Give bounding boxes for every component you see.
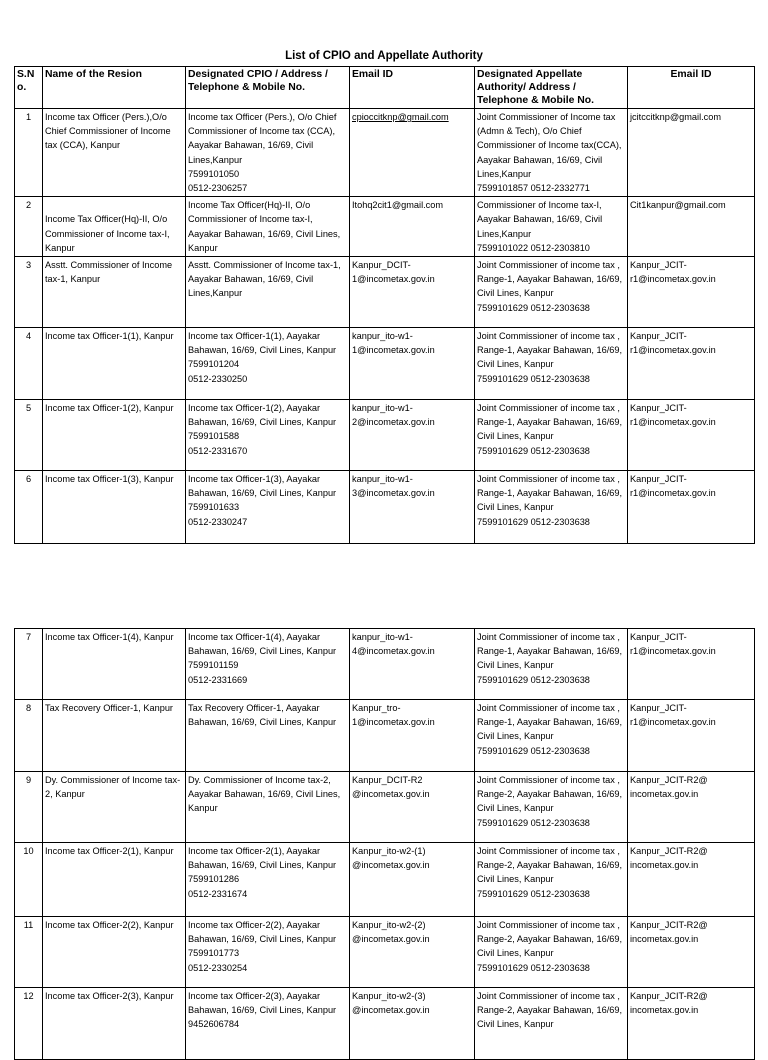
cell-cpio-email[interactable]: kanpur_ito-w1-1@incometax.gov.in (350, 328, 475, 400)
cell-cpio-email[interactable]: kanpur_ito-w1-3@incometax.gov.in (350, 471, 475, 544)
cell-cpio-details: Income tax Officer-1(4), Aayakar Bahawan, 16/69, Civil Lines, Kanpur 7599101159 0512-2331669 (186, 629, 350, 700)
cell-appellate-email[interactable]: Kanpur_JCIT-R2@ incometax.gov.in (628, 988, 755, 1060)
table-row (15, 257, 755, 328)
cell-sn: 1 (15, 109, 43, 197)
cell-region-name: Income Tax Officer(Hq)-II, O/o Commissioner of Income tax-I, Kanpur (43, 197, 186, 257)
cell-appellate-details: Joint Commissioner of income tax , Range-1, Aayakar Bahawan, 16/69, Civil Lines, Kanpur 7599101629 0512-2303638 (475, 700, 628, 772)
cell-cpio-details: Tax Recovery Officer-1, Aayakar Bahawan, 16/69, Civil Lines, Kanpur (186, 700, 350, 772)
cell-cpio-email[interactable]: Kanpur_DCIT-1@incometax.gov.in (350, 257, 475, 328)
cell-cpio-email[interactable]: kanpur_ito-w1-4@incometax.gov.in (350, 629, 475, 700)
table-row (15, 197, 755, 257)
cell-appellate-details: Joint Commissioner of income tax , Range-2, Aayakar Bahawan, 16/69, Civil Lines, Kanpur 7599101629 0512-2303638 (475, 772, 628, 843)
header-appellate-email: Email ID (628, 67, 755, 109)
cell-appellate-email[interactable]: jcitccitknp@gmail.com (628, 109, 755, 197)
cell-region-name: Income tax Officer-1(2), Kanpur (43, 400, 186, 471)
cell-cpio-details: Income Tax Officer(Hq)-II, O/o Commissioner of Income tax-I, Aayakar Bahawan, 16/69, Civil Lines, Kanpur (186, 197, 350, 257)
cell-region-name: Income tax Officer-1(4), Kanpur (43, 629, 186, 700)
cell-cpio-details: Dy. Commissioner of Income tax-2, Aayakar Bahawan, 16/69, Civil Lines, Kanpur (186, 772, 350, 843)
cell-region-name: Income tax Officer-2(2), Kanpur (43, 917, 186, 988)
table-row (15, 109, 755, 197)
header-name: Name of the Resion (43, 67, 186, 109)
cell-appellate-email[interactable]: Kanpur_JCIT-r1@incometax.gov.in (628, 257, 755, 328)
cell-sn: 3 (15, 257, 43, 328)
cell-cpio-email[interactable]: cpioccitknp@gmail.com (350, 109, 475, 197)
table-row (15, 700, 755, 772)
table-header-row (15, 67, 755, 109)
cell-region-name: Income tax Officer-1(3), Kanpur (43, 471, 186, 544)
cell-cpio-email[interactable]: Kanpur_DCIT-R2 @incometax.gov.in (350, 772, 475, 843)
cell-cpio-email[interactable]: Kanpur_ito-w2-(2) @incometax.gov.in (350, 917, 475, 988)
cell-cpio-email[interactable]: Itohq2cit1@gmail.com (350, 197, 475, 257)
cell-cpio-email[interactable]: Kanpur_ito-w2-(1) @incometax.gov.in (350, 843, 475, 917)
cell-appellate-email[interactable]: Kanpur_JCIT-r1@incometax.gov.in (628, 471, 755, 544)
cpio-table-part-2 (14, 628, 755, 1060)
cell-cpio-details: Income tax Officer-2(2), Aayakar Bahawan, 16/69, Civil Lines, Kanpur 7599101773 0512-2330254 (186, 917, 350, 988)
cell-cpio-details: Income tax Officer-1(1), Aayakar Bahawan, 16/69, Civil Lines, Kanpur 7599101204 0512-2330250 (186, 328, 350, 400)
cell-sn: 4 (15, 328, 43, 400)
table-row (15, 629, 755, 700)
cell-cpio-email[interactable]: Kanpur_ito-w2-(3) @incometax.gov.in (350, 988, 475, 1060)
cell-cpio-details: Income tax Officer-2(1), Aayakar Bahawan, 16/69, Civil Lines, Kanpur 7599101286 0512-2331674 (186, 843, 350, 917)
cell-sn: 6 (15, 471, 43, 544)
cell-sn: 10 (15, 843, 43, 917)
cell-sn: 2 (15, 197, 43, 257)
cell-appellate-details: Joint Commissioner of income tax , Range-2, Aayakar Bahawan, 16/69, Civil Lines, Kanpur 7599101629 0512-2303638 (475, 917, 628, 988)
cell-appellate-details: Joint Commissioner of Income tax (Admn & Tech), O/o Chief Commissioner of Income tax(CCA), Aayakar Bahawan, 16/69, Civil Lines,Kanpur 7599101857 0512-2332771 (475, 109, 628, 197)
cell-appellate-details: Joint Commissioner of income tax , Range-2, Aayakar Bahawan, 16/69, Civil Lines, Kanpur 7599101629 0512-2303638 (475, 843, 628, 917)
cell-appellate-email[interactable]: Kanpur_JCIT-r1@incometax.gov.in (628, 400, 755, 471)
cell-region-name: Income tax Officer-2(1), Kanpur (43, 843, 186, 917)
cell-appellate-details: Joint Commissioner of income tax , Range-1, Aayakar Bahawan, 16/69, Civil Lines, Kanpur 7599101629 0512-2303638 (475, 471, 628, 544)
cell-region-name: Income tax Officer-1(1), Kanpur (43, 328, 186, 400)
cell-sn: 5 (15, 400, 43, 471)
document-title: List of CPIO and Appellate Authority (285, 50, 483, 62)
table-row (15, 328, 755, 400)
cell-cpio-details: Income tax Officer (Pers.), O/o Chief Commissioner of Income tax (CCA), Aayakar Bahawan, 16/69, Civil Lines,Kanpur 7599101050 0512-2306257 (186, 109, 350, 197)
cell-appellate-details: Joint Commissioner of income tax , Range-2, Aayakar Bahawan, 16/69, Civil Lines, Kanpur (475, 988, 628, 1060)
header-appellate: Designated Appellate Authority/ Address / Telephone & Mobile No. (475, 67, 628, 109)
cell-cpio-details: Income tax Officer-2(3), Aayakar Bahawan, 16/69, Civil Lines, Kanpur 9452606784 (186, 988, 350, 1060)
cell-appellate-email[interactable]: Kanpur_JCIT-R2@ incometax.gov.in (628, 917, 755, 988)
header-sn: S.N o. (15, 67, 43, 109)
cell-appellate-email[interactable]: Kanpur_JCIT-r1@incometax.gov.in (628, 700, 755, 772)
cell-appellate-email[interactable]: Kanpur_JCIT-r1@incometax.gov.in (628, 328, 755, 400)
cell-appellate-details: Joint Commissioner of income tax , Range-1, Aayakar Bahawan, 16/69, Civil Lines, Kanpur 7599101629 0512-2303638 (475, 257, 628, 328)
cell-appellate-details: Joint Commissioner of income tax , Range-1, Aayakar Bahawan, 16/69, Civil Lines, Kanpur 7599101629 0512-2303638 (475, 400, 628, 471)
table-row (15, 772, 755, 843)
cell-sn: 12 (15, 988, 43, 1060)
cell-cpio-email[interactable]: kanpur_ito-w1-2@incometax.gov.in (350, 400, 475, 471)
cell-appellate-email[interactable]: Kanpur_JCIT-R2@ incometax.gov.in (628, 843, 755, 917)
header-email: Email ID (350, 67, 475, 109)
cell-region-name: Income tax Officer-2(3), Kanpur (43, 988, 186, 1060)
header-cpio: Designated CPIO / Address / Telephone & Mobile No. (186, 67, 350, 109)
cell-appellate-details: Joint Commissioner of income tax , Range-1, Aayakar Bahawan, 16/69, Civil Lines, Kanpur 7599101629 0512-2303638 (475, 629, 628, 700)
cell-appellate-email[interactable]: Cit1kanpur@gmail.com (628, 197, 755, 257)
cell-cpio-email[interactable]: Kanpur_tro-1@incometax.gov.in (350, 700, 475, 772)
table-row (15, 843, 755, 917)
cell-appellate-details: Commissioner of Income tax-I, Aayakar Bahawan, 16/69, Civil Lines,Kanpur 7599101022 0512-2303810 (475, 197, 628, 257)
table-row (15, 400, 755, 471)
cell-cpio-details: Income tax Officer-1(3), Aayakar Bahawan, 16/69, Civil Lines, Kanpur 7599101633 0512-2330247 (186, 471, 350, 544)
table-row (15, 917, 755, 988)
cell-sn: 11 (15, 917, 43, 988)
cell-cpio-details: Asstt. Commissioner of Income tax-1, Aayakar Bahawan, 16/69, Civil Lines,Kanpur (186, 257, 350, 328)
cpio-table-part-1 (14, 66, 755, 544)
cell-cpio-details: Income tax Officer-1(2), Aayakar Bahawan, 16/69, Civil Lines, Kanpur 7599101588 0512-2331670 (186, 400, 350, 471)
cell-region-name: Dy. Commissioner of Income tax-2, Kanpur (43, 772, 186, 843)
cell-appellate-email[interactable]: Kanpur_JCIT-r1@incometax.gov.in (628, 629, 755, 700)
cell-sn: 9 (15, 772, 43, 843)
cell-region-name: Income tax Officer (Pers.),O/o Chief Commissioner of Income tax (CCA), Kanpur (43, 109, 186, 197)
table-row (15, 471, 755, 544)
cell-sn: 7 (15, 629, 43, 700)
cell-region-name: Asstt. Commissioner of Income tax-1, Kanpur (43, 257, 186, 328)
cell-sn: 8 (15, 700, 43, 772)
cell-appellate-email[interactable]: Kanpur_JCIT-R2@ incometax.gov.in (628, 772, 755, 843)
cell-region-name: Tax Recovery Officer-1, Kanpur (43, 700, 186, 772)
cell-appellate-details: Joint Commissioner of income tax , Range-1, Aayakar Bahawan, 16/69, Civil Lines, Kanpur 7599101629 0512-2303638 (475, 328, 628, 400)
